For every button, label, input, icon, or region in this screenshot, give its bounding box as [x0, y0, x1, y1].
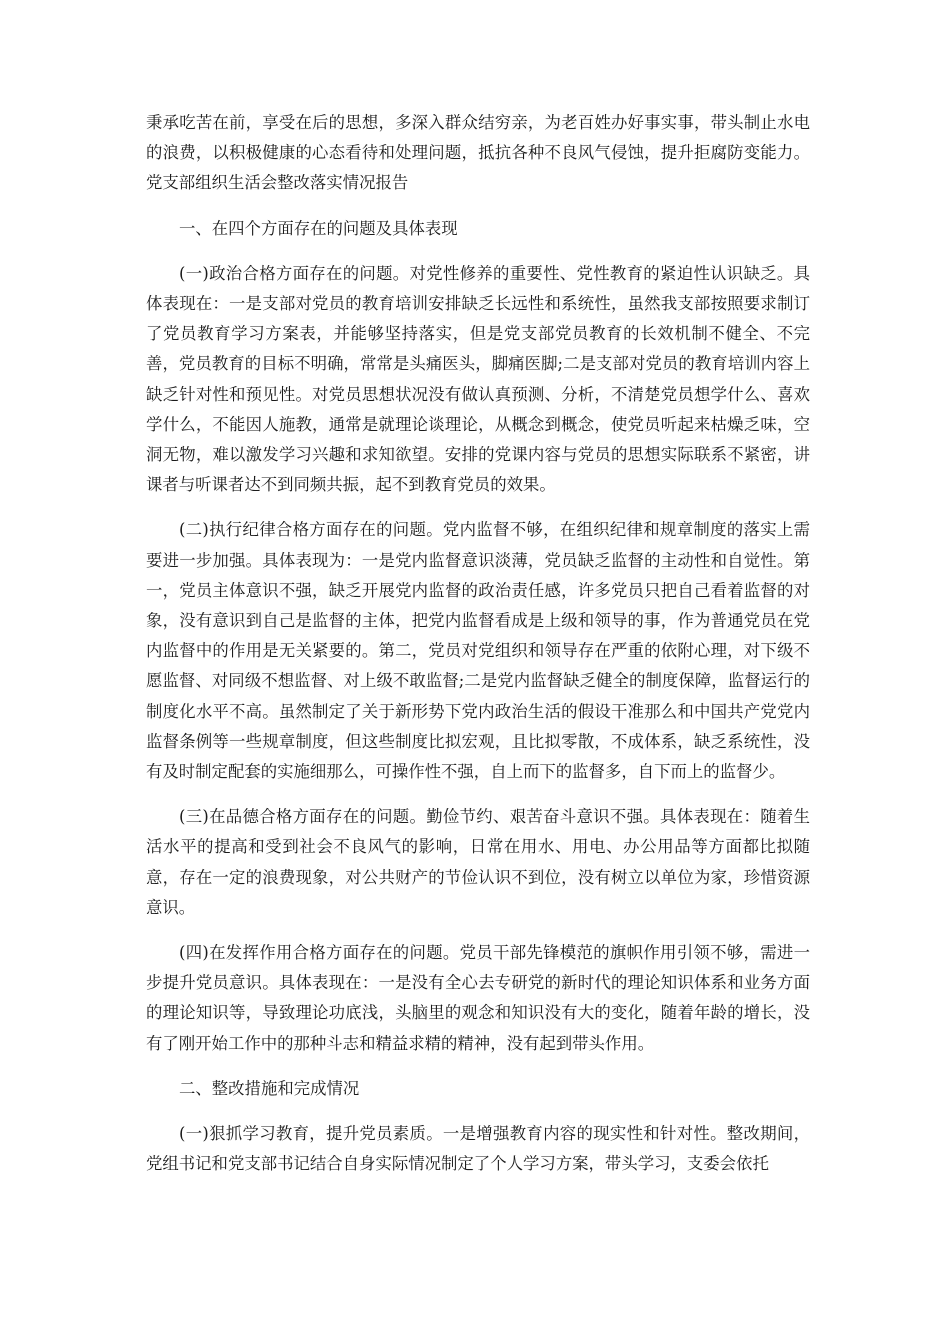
- paragraph-discipline-problems: (二)执行纪律合格方面存在的问题。党内监督不够，在组织纪律和规章制度的落实上需要进一步加强。具体表现为：一是党内监督意识淡薄，党员缺乏监督的主动性和自觉性。第一，党员主体意识不强，缺乏开展党内监督的政治责任感，许多党员只把自己看着监督的对象，没有意识到自己是监督的主体，把党内监督看成是上级和领导的事，作为普通党员在党内监督中的作用是无关紧要的。第二，党员对党组织和领导存在严重的依附心理，对下级不愿监督、对同级不想监督、对上级不敢监督;二是党内监督缺乏健全的制度保障，监督运行的制度化水平不高。虽然制定了关于新形势下党内政治生活的假设干准那么和中国共产党党内监督条例等一些规章制度，但这些制度比拟宏观，且比拟零散，不成体系，缺乏系统性，没有及时制定配套的实施细那么，可操作性不强，自上而下的监督多，自下而上的监督少。: [146, 520, 810, 782]
- section-heading-problems: 一、在四个方面存在的问题及具体表现: [179, 218, 458, 238]
- paragraph-role-problems: (四)在发挥作用合格方面存在的问题。党员干部先锋模范的旗帜作用引领不够，需进一步提升党员意识。具体表现在：一是没有全心去专研党的新时代的理论知识体系和业务方面的理论知识等，导致理论功底浅，头脑里的观念和知识没有大的变化，随着年龄的增长，没有了刚开始工作中的那种斗志和精益求精的精神，没有起到带头作用。: [146, 943, 810, 1053]
- paragraph-study-education: (一)狠抓学习教育，提升党员素质。一是增强教育内容的现实性和针对性。整改期间，党组书记和党支部书记结合自身实际情况制定了个人学习方案，带头学习，支委会依托: [146, 1124, 810, 1174]
- document-body: [146, 108, 810, 1195]
- paragraph-intro-continuation: 秉承吃苦在前，享受在后的思想，多深入群众结穷亲，为老百姓办好事实事，带头制止水电的浪费，以积极健康的心态看待和处理问题，抵抗各种不良风气侵蚀，提升拒腐防变能力。党支部组织生活会整改落实情况报告: [146, 113, 810, 193]
- section-heading-measures: 二、整改措施和完成情况: [179, 1078, 360, 1098]
- paragraph-political-problems: (一)政治合格方面存在的问题。对党性修养的重要性、党性教育的紧迫性认识缺乏。具体表现在：一是支部对党员的教育培训安排缺乏长远性和系统性，虽然我支部按照要求制订了党员教育学习方案表，并能够坚持落实，但是党支部党员教育的长效机制不健全、不完善，党员教育的目标不明确，常常是头痛医头，脚痛医脚;二是支部对党员的教育培训内容上缺乏针对性和预见性。对党员思想状况没有做认真预测、分析，不清楚党员想学什么、喜欢学什么，不能因人施教，通常是就理论谈理论，从概念到概念，使党员听起来枯燥乏味，空洞无物，难以激发学习兴趣和求知欲望。安排的党课内容与党员的思想实际联系不紧密，讲课者与听课者达不到同频共振，起不到教育党员的效果。: [146, 263, 810, 495]
- paragraph-morality-problems: (三)在品德合格方面存在的问题。勤俭节约、艰苦奋斗意识不强。具体表现在：随着生活水平的提高和受到社会不良风气的影响，日常在用水、用电、办公用品等方面都比拟随意，存在一定的浪费现象，对公共财产的节俭认识不到位，没有树立以单位为家，珍惜资源意识。: [146, 807, 810, 917]
